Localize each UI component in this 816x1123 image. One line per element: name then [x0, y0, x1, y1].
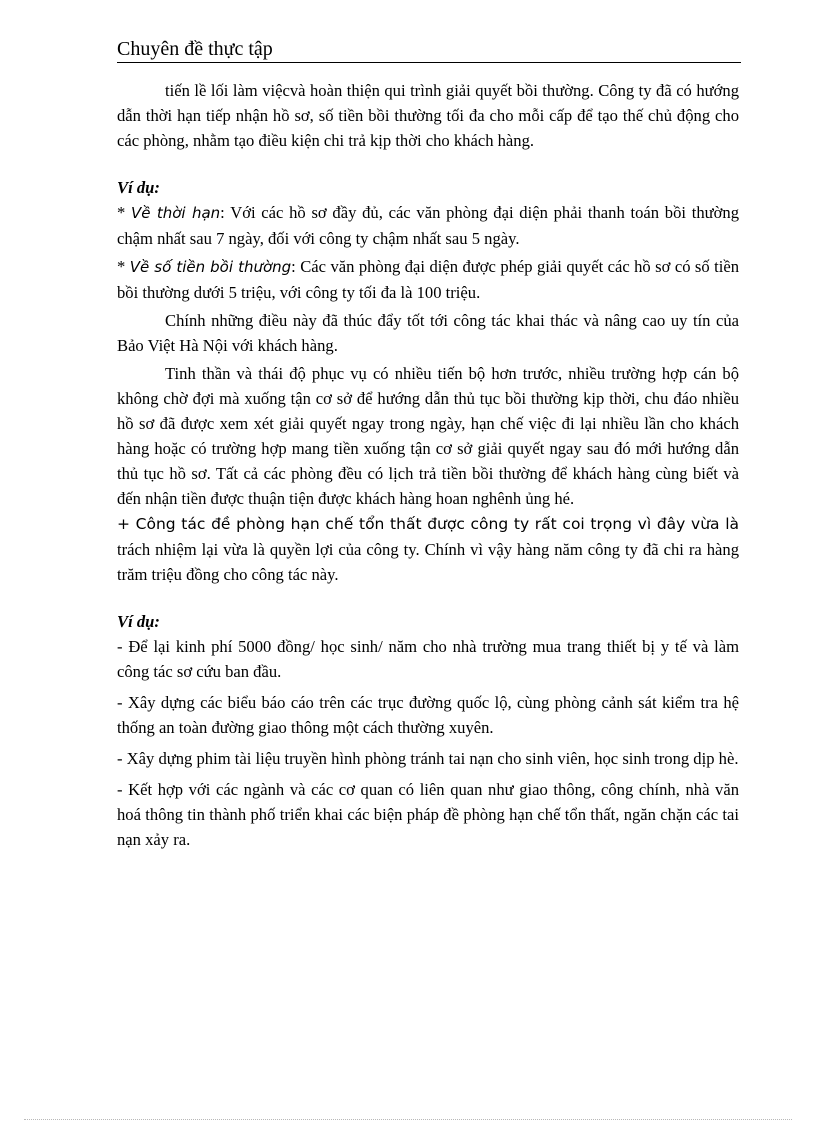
bullet-compensation-amount-text: : Các văn phòng đại diện được phép giải quyết các hồ sơ có số tiền bồi thường dưới 5 triệu, với công ty tối đa là 100 triệu. [117, 257, 739, 302]
paragraph-loss-prevention [117, 511, 739, 587]
page-header [117, 36, 741, 63]
example-heading-2: Ví dụ: [117, 612, 160, 631]
bullet-time-limit [117, 200, 739, 251]
paragraph-intro: tiến lề lối làm việcvà hoàn thiện qui trình giải quyết bồi thường. Công ty đã có hướng dẫn thời hạn tiếp nhận hồ sơ, số tiền bồi thường tối đa cho mỗi cấp để tạo thế chủ động cho các phòng, nhằm tạo điều kiện chi trả kịp thời cho khách hàng. [117, 81, 739, 150]
document-body [117, 78, 739, 852]
list-item-funding: - Để lại kinh phí 5000 đồng/ học sinh/ năm cho nhà trường mua trang thiết bị y tế và làm công tác sơ cứu ban đầu. [117, 637, 739, 681]
header-title: Chuyên đề thực tập [117, 38, 273, 60]
list-item-documentary: - Xây dựng phim tài liệu truyền hình phòng tránh tai nạn cho sinh viên, học sinh trong dịp hè. [117, 749, 739, 768]
bullet-time-limit-lead: Về thời hạn [131, 204, 221, 222]
example-heading-1: Ví dụ: [117, 178, 160, 197]
blank-line [117, 587, 739, 609]
bullet-compensation-amount-lead: Về số tiền bồi thường [129, 258, 292, 276]
blank-line [117, 153, 739, 175]
page-bottom-border [24, 1119, 792, 1120]
paragraph-reputation: Chính những điều này đã thúc đẩy tốt tới công tác khai thác và nâng cao uy tín của Bảo Việt Hà Nội với khách hàng. [117, 311, 739, 355]
bullet-time-limit-text: : Với các hồ sơ đầy đủ, các văn phòng đại diện phải thanh toán bồi thường chậm nhất sau 7 ngày, đối với công ty chậm nhất sau 5 ngày. [117, 203, 739, 248]
list-item-road-signs: - Xây dựng các biểu báo cáo trên các trục đường quốc lộ, cùng phòng cảnh sát kiểm tra hệ thống an toàn đường giao thông một cách thường xuyên. [117, 693, 739, 737]
list-item-cooperation: - Kết hợp với các ngành và các cơ quan có liên quan như giao thông, công chính, nhà văn hoá thông tin thành phố triển khai các biện pháp đề phòng hạn chế tổn thất, ngăn chặn các tai nạn xảy ra. [117, 780, 739, 849]
paragraph-service-attitude: Tinh thần và thái độ phục vụ có nhiều tiến bộ hơn trước, nhiều trường hợp cán bộ không chờ đợi mà xuống tận cơ sở để hướng dẫn thủ tục bồi thường kịp thời, chu đáo nhiều hồ sơ đã được xem xét giải quyết ngay trong ngày, hạn chế việc đi lại nhiều lần cho khách hàng hoặc có trường hợp mang tiền xuống tận cơ sở giải quyết ngay sau đó mới hướng dẫn thủ tục hồ sơ. Tất cả các phòng đều có lịch trả tiền bồi thường để khách hàng cùng biết và đến nhận tiền được thuận tiện được khách hàng hoan nghênh ủng hé. [117, 364, 739, 508]
bullet-compensation-amount [117, 254, 739, 305]
bullet-star: * [117, 257, 130, 276]
loss-prevention-rest: trách nhiệm lại vừa là quyền lợi của công ty. Chính vì vậy hàng năm công ty đã chi ra hàng trăm triệu đồng cho công tác này. [117, 540, 739, 584]
loss-prevention-first-line: + Công tác đề phòng hạn chế tổn thất được công ty rất coi trọng vì đây vừa là [117, 515, 739, 533]
bullet-star: * [117, 203, 132, 222]
